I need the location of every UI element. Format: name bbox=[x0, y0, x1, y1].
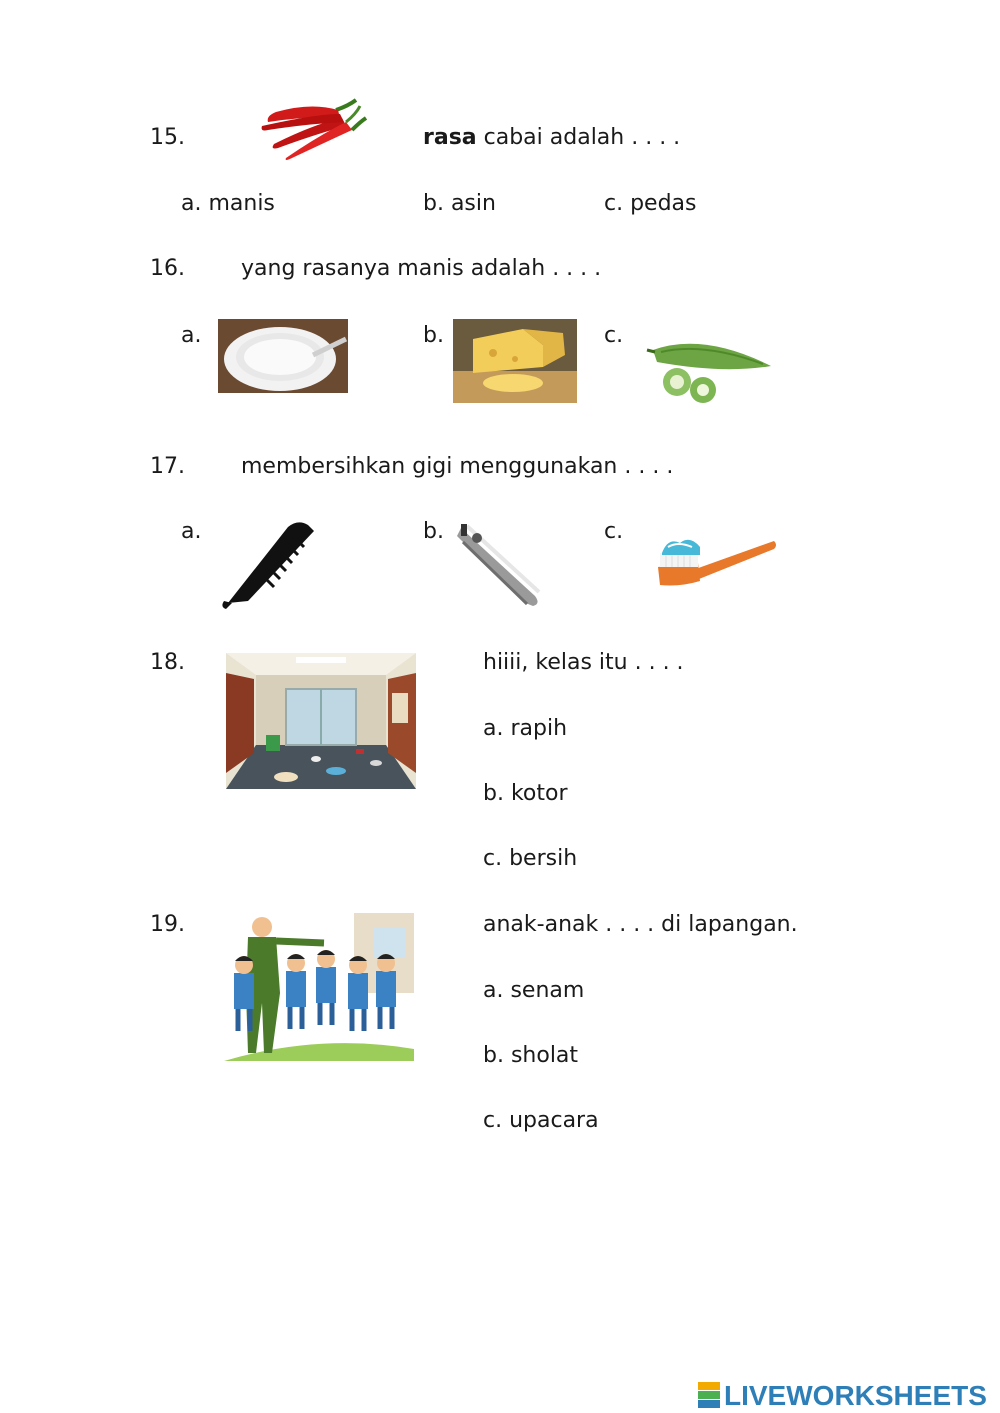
question-15-rest: cabai adalah . . . . bbox=[483, 125, 681, 150]
q19-option-b[interactable]: b. sholat bbox=[483, 1043, 579, 1068]
toothbrush-image[interactable] bbox=[650, 527, 778, 591]
question-16-text: yang rasanya manis adalah . . . . bbox=[241, 256, 602, 281]
question-17-number: 17. bbox=[150, 454, 185, 479]
question-19-number: 19. bbox=[150, 912, 185, 937]
cheese-image[interactable] bbox=[453, 319, 577, 403]
q18-option-b[interactable]: b. kotor bbox=[483, 781, 568, 806]
q16-option-b-letter: b. bbox=[423, 323, 444, 348]
q17-option-c-letter: c. bbox=[604, 519, 624, 544]
chili-image bbox=[256, 92, 368, 162]
q19-option-a[interactable]: a. senam bbox=[483, 978, 585, 1003]
question-15-text bbox=[423, 127, 680, 149]
question-19-text: anak-anak . . . . di lapangan. bbox=[483, 912, 798, 937]
q18-option-a[interactable]: a. rapih bbox=[483, 716, 568, 741]
question-16-number: 16. bbox=[150, 256, 185, 281]
bitter-melon-image[interactable] bbox=[643, 322, 775, 410]
q19-option-c[interactable]: c. upacara bbox=[483, 1108, 599, 1133]
question-15-bold-word: rasa bbox=[423, 125, 477, 150]
sugar-bowl-image[interactable] bbox=[218, 319, 348, 393]
q15-option-c[interactable]: c. pedas bbox=[604, 191, 697, 216]
q15-option-b[interactable]: b. asin bbox=[423, 191, 496, 216]
question-18-number: 18. bbox=[150, 650, 185, 675]
comb-image[interactable] bbox=[218, 517, 318, 613]
question-18-text: hiiii, kelas itu . . . . bbox=[483, 650, 684, 675]
nail-clipper-image[interactable] bbox=[453, 518, 547, 610]
children-exercising-image[interactable] bbox=[224, 913, 414, 1061]
messy-classroom-image[interactable] bbox=[226, 653, 416, 789]
liveworksheets-logo-icon bbox=[698, 1382, 720, 1408]
q17-option-a-letter: a. bbox=[181, 519, 202, 544]
q16-option-a-letter: a. bbox=[181, 323, 202, 348]
q17-option-b-letter: b. bbox=[423, 519, 444, 544]
question-15-number: 15. bbox=[150, 125, 185, 150]
liveworksheets-brand[interactable]: LIVEWORKSHEETS bbox=[724, 1380, 987, 1411]
q16-option-c-letter: c. bbox=[604, 323, 624, 348]
q18-option-c[interactable]: c. bersih bbox=[483, 846, 578, 871]
q15-option-a[interactable]: a. manis bbox=[181, 191, 275, 216]
question-17-text: membersihkan gigi menggunakan . . . . bbox=[241, 454, 674, 479]
